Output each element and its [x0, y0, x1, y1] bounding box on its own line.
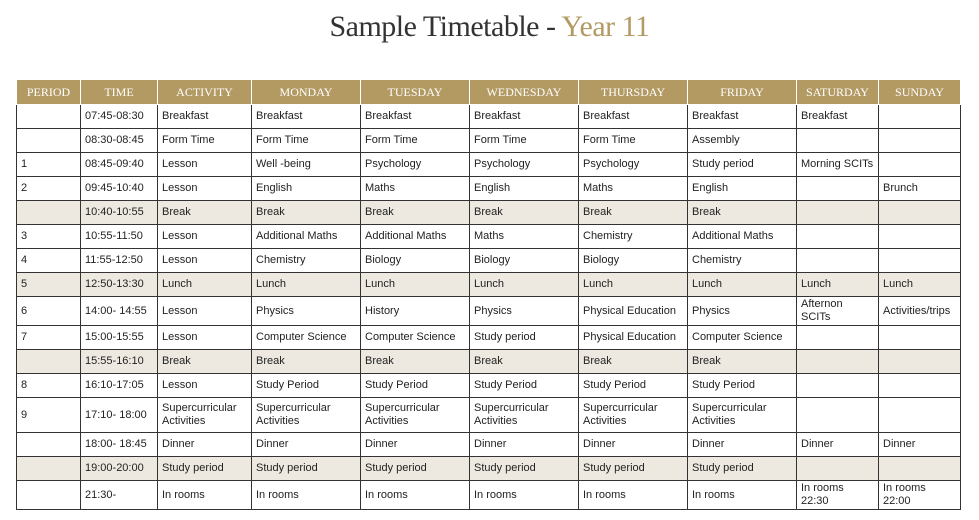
period-cell — [17, 105, 81, 129]
tuesday-cell: Breakfast — [361, 105, 470, 129]
wednesday-cell: Biology — [470, 249, 579, 273]
friday-cell: Supercurricular Activities — [688, 398, 797, 433]
thursday-cell: Dinner — [579, 433, 688, 457]
time-cell: 10:40-10:55 — [81, 201, 158, 225]
saturday-cell — [797, 225, 879, 249]
thursday-cell: Lunch — [579, 273, 688, 297]
time-cell: 11:55-12:50 — [81, 249, 158, 273]
saturday-cell — [797, 249, 879, 273]
tuesday-cell: Maths — [361, 177, 470, 201]
period-cell: 4 — [17, 249, 81, 273]
table-row — [17, 326, 961, 350]
friday-cell: In rooms — [688, 481, 797, 510]
col-header-friday: FRIDAY — [688, 80, 797, 105]
wednesday-cell: Study Period — [470, 374, 579, 398]
table-row — [17, 350, 961, 374]
monday-cell: Form Time — [252, 129, 361, 153]
col-header-time: TIME — [81, 80, 158, 105]
thursday-cell: Break — [579, 201, 688, 225]
activity-cell: Form Time — [158, 129, 252, 153]
wednesday-cell: Physics — [470, 297, 579, 326]
friday-cell: Break — [688, 201, 797, 225]
table-row — [17, 201, 961, 225]
col-header-sunday: SUNDAY — [879, 80, 961, 105]
header-row — [17, 80, 961, 105]
tuesday-cell: Form Time — [361, 129, 470, 153]
thursday-cell: Form Time — [579, 129, 688, 153]
period-cell: 5 — [17, 273, 81, 297]
monday-cell: Well -being — [252, 153, 361, 177]
tuesday-cell: Break — [361, 350, 470, 374]
friday-cell: Dinner — [688, 433, 797, 457]
time-cell: 19:00-20:00 — [81, 457, 158, 481]
table-row — [17, 481, 961, 510]
table-row — [17, 273, 961, 297]
table-row — [17, 249, 961, 273]
table-row — [17, 129, 961, 153]
col-header-thursday: THURSDAY — [579, 80, 688, 105]
wednesday-cell: In rooms — [470, 481, 579, 510]
activity-cell: Break — [158, 201, 252, 225]
col-header-activity: ACTIVITY — [158, 80, 252, 105]
tuesday-cell: Study Period — [361, 374, 470, 398]
period-cell: 1 — [17, 153, 81, 177]
sunday-cell — [879, 326, 961, 350]
saturday-cell: Morning SCITs — [797, 153, 879, 177]
wednesday-cell: Break — [470, 350, 579, 374]
tuesday-cell: Break — [361, 201, 470, 225]
wednesday-cell: Form Time — [470, 129, 579, 153]
wednesday-cell: Study period — [470, 326, 579, 350]
saturday-cell — [797, 201, 879, 225]
time-cell: 21:30- — [81, 481, 158, 510]
monday-cell: Dinner — [252, 433, 361, 457]
col-header-saturday: SATURDAY — [797, 80, 879, 105]
sunday-cell — [879, 457, 961, 481]
activity-cell: Lesson — [158, 225, 252, 249]
saturday-cell: Afternon SCITs — [797, 297, 879, 326]
wednesday-cell: Supercurricular Activities — [470, 398, 579, 433]
period-cell — [17, 201, 81, 225]
monday-cell: Supercurricular Activities — [252, 398, 361, 433]
thursday-cell: Maths — [579, 177, 688, 201]
thursday-cell: Physical Education — [579, 326, 688, 350]
sunday-cell: Brunch — [879, 177, 961, 201]
saturday-cell: Lunch — [797, 273, 879, 297]
monday-cell: Break — [252, 350, 361, 374]
thursday-cell: Psychology — [579, 153, 688, 177]
thursday-cell: Study Period — [579, 374, 688, 398]
table-row — [17, 398, 961, 433]
period-cell: 8 — [17, 374, 81, 398]
time-cell: 14:00- 14:55 — [81, 297, 158, 326]
activity-cell: Supercurricular Activities — [158, 398, 252, 433]
activity-cell: Lesson — [158, 326, 252, 350]
sunday-cell — [879, 225, 961, 249]
period-cell — [17, 350, 81, 374]
col-header-wednesday: WEDNESDAY — [470, 80, 579, 105]
time-cell: 10:55-11:50 — [81, 225, 158, 249]
monday-cell: Study Period — [252, 374, 361, 398]
sunday-cell — [879, 201, 961, 225]
sunday-cell — [879, 374, 961, 398]
friday-cell: English — [688, 177, 797, 201]
table-row — [17, 153, 961, 177]
period-cell: 6 — [17, 297, 81, 326]
table-row — [17, 225, 961, 249]
activity-cell: Lunch — [158, 273, 252, 297]
wednesday-cell: Breakfast — [470, 105, 579, 129]
sunday-cell: In rooms 22:00 — [879, 481, 961, 510]
time-cell: 07:45-08:30 — [81, 105, 158, 129]
time-cell: 12:50-13:30 — [81, 273, 158, 297]
sunday-cell — [879, 398, 961, 433]
monday-cell: Additional Maths — [252, 225, 361, 249]
monday-cell: Chemistry — [252, 249, 361, 273]
period-cell — [17, 457, 81, 481]
tuesday-cell: Computer Science — [361, 326, 470, 350]
friday-cell: Chemistry — [688, 249, 797, 273]
activity-cell: Break — [158, 350, 252, 374]
time-cell: 18:00- 18:45 — [81, 433, 158, 457]
sunday-cell — [879, 249, 961, 273]
friday-cell: Assembly — [688, 129, 797, 153]
thursday-cell: Biology — [579, 249, 688, 273]
period-cell — [17, 129, 81, 153]
period-cell: 7 — [17, 326, 81, 350]
thursday-cell: Chemistry — [579, 225, 688, 249]
friday-cell: Breakfast — [688, 105, 797, 129]
monday-cell: Study period — [252, 457, 361, 481]
monday-cell: Computer Science — [252, 326, 361, 350]
monday-cell: Lunch — [252, 273, 361, 297]
thursday-cell: Physical Education — [579, 297, 688, 326]
activity-cell: In rooms — [158, 481, 252, 510]
sunday-cell: Lunch — [879, 273, 961, 297]
time-cell: 16:10-17:05 — [81, 374, 158, 398]
timetable — [16, 79, 961, 510]
thursday-cell: Breakfast — [579, 105, 688, 129]
tuesday-cell: Additional Maths — [361, 225, 470, 249]
friday-cell: Physics — [688, 297, 797, 326]
time-cell: 15:00-15:55 — [81, 326, 158, 350]
saturday-cell: Breakfast — [797, 105, 879, 129]
title-main: Sample Timetable - — [329, 10, 562, 43]
wednesday-cell: Dinner — [470, 433, 579, 457]
saturday-cell — [797, 398, 879, 433]
col-header-tuesday: TUESDAY — [361, 80, 470, 105]
monday-cell: Breakfast — [252, 105, 361, 129]
table-row — [17, 457, 961, 481]
tuesday-cell: Study period — [361, 457, 470, 481]
friday-cell: Additional Maths — [688, 225, 797, 249]
period-cell: 2 — [17, 177, 81, 201]
time-cell: 08:30-08:45 — [81, 129, 158, 153]
sunday-cell — [879, 153, 961, 177]
sunday-cell — [879, 350, 961, 374]
table-row — [17, 297, 961, 326]
period-cell: 3 — [17, 225, 81, 249]
wednesday-cell: Lunch — [470, 273, 579, 297]
time-cell: 08:45-09:40 — [81, 153, 158, 177]
saturday-cell — [797, 326, 879, 350]
table-row — [17, 177, 961, 201]
sunday-cell — [879, 105, 961, 129]
friday-cell: Computer Science — [688, 326, 797, 350]
thursday-cell: Supercurricular Activities — [579, 398, 688, 433]
col-header-monday: MONDAY — [252, 80, 361, 105]
saturday-cell — [797, 350, 879, 374]
activity-cell: Dinner — [158, 433, 252, 457]
wednesday-cell: Psychology — [470, 153, 579, 177]
table-row — [17, 105, 961, 129]
tuesday-cell: History — [361, 297, 470, 326]
saturday-cell: Dinner — [797, 433, 879, 457]
activity-cell: Lesson — [158, 249, 252, 273]
wednesday-cell: Break — [470, 201, 579, 225]
sunday-cell: Dinner — [879, 433, 961, 457]
sunday-cell — [879, 129, 961, 153]
period-cell: 9 — [17, 398, 81, 433]
saturday-cell: In rooms 22:30 — [797, 481, 879, 510]
friday-cell: Study period — [688, 457, 797, 481]
tuesday-cell: Dinner — [361, 433, 470, 457]
monday-cell: Physics — [252, 297, 361, 326]
wednesday-cell: Study period — [470, 457, 579, 481]
tuesday-cell: In rooms — [361, 481, 470, 510]
table-row — [17, 374, 961, 398]
activity-cell: Study period — [158, 457, 252, 481]
timetable-body — [17, 105, 961, 510]
period-cell — [17, 481, 81, 510]
sunday-cell: Activities/trips — [879, 297, 961, 326]
friday-cell: Lunch — [688, 273, 797, 297]
thursday-cell: In rooms — [579, 481, 688, 510]
saturday-cell — [797, 177, 879, 201]
activity-cell: Lesson — [158, 297, 252, 326]
time-cell: 09:45-10:40 — [81, 177, 158, 201]
wednesday-cell: English — [470, 177, 579, 201]
tuesday-cell: Psychology — [361, 153, 470, 177]
activity-cell: Lesson — [158, 153, 252, 177]
wednesday-cell: Maths — [470, 225, 579, 249]
monday-cell: English — [252, 177, 361, 201]
monday-cell: Break — [252, 201, 361, 225]
period-cell — [17, 433, 81, 457]
friday-cell: Study period — [688, 153, 797, 177]
friday-cell: Break — [688, 350, 797, 374]
page-title — [0, 10, 979, 44]
monday-cell: In rooms — [252, 481, 361, 510]
tuesday-cell: Supercurricular Activities — [361, 398, 470, 433]
col-header-period: PERIOD — [17, 80, 81, 105]
friday-cell: Study Period — [688, 374, 797, 398]
thursday-cell: Study period — [579, 457, 688, 481]
activity-cell: Breakfast — [158, 105, 252, 129]
time-cell: 17:10- 18:00 — [81, 398, 158, 433]
tuesday-cell: Lunch — [361, 273, 470, 297]
title-accent: Year 11 — [561, 10, 650, 43]
table-row — [17, 433, 961, 457]
activity-cell: Lesson — [158, 177, 252, 201]
saturday-cell — [797, 457, 879, 481]
tuesday-cell: Biology — [361, 249, 470, 273]
activity-cell: Lesson — [158, 374, 252, 398]
time-cell: 15:55-16:10 — [81, 350, 158, 374]
thursday-cell: Break — [579, 350, 688, 374]
saturday-cell — [797, 374, 879, 398]
saturday-cell — [797, 129, 879, 153]
